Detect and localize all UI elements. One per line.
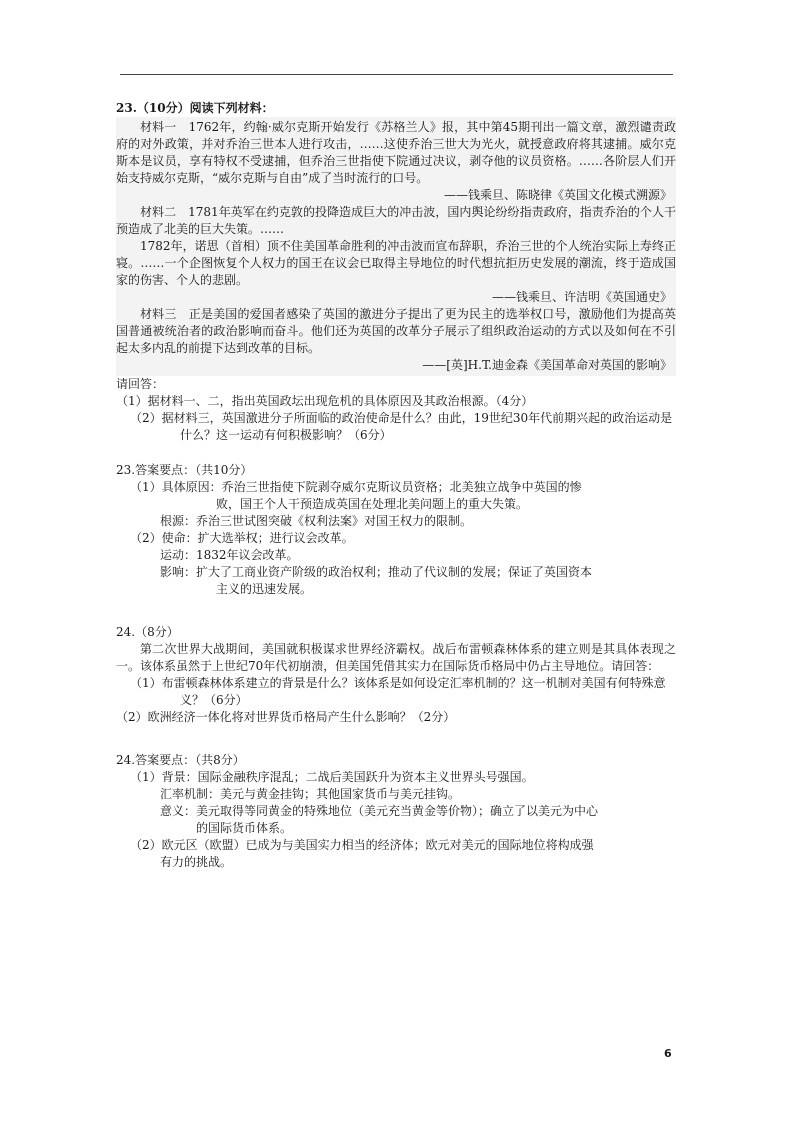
a23-line-1b: 败，国王个人干预造成英国在处理北美问题上的重大失策。: [216, 497, 529, 511]
question-24: [116, 624, 676, 726]
q23-material-2-source: ——钱乘旦、许洁明《英国通史》: [491, 290, 672, 304]
q23-material-2b: 1782年，诺思（首相）顶不住美国革命胜利的冲击波而宣布辞职，乔治三世的个人统治实际上寿终正寝。……一个企图恢复个人权力的国王在议会已取得主导地位的时代想抗拒历史发展的潮流，终于造成国家的伤害、个人的悲剧。: [116, 239, 676, 287]
a23-title: 23.答案要点：（共10分）: [116, 463, 253, 477]
q24-ask-2: （2）欧洲经济一体化将对世界货币格局产生什么影响？（2分）: [116, 710, 456, 724]
q23-material-3: 材料三 正是美国的爱国者感染了英国的激进分子提出了更为民主的选举权口号，激励他们为提高英国普通被统治者的政治影响而奋斗。他们还为英国的改革分子展示了组织政治运动的方式以及如何在不引起太多内乱的前提下达到改革的目标。: [116, 307, 676, 355]
a24-title: 24.答案要点：（共8分）: [116, 753, 245, 767]
a24-line-2: 汇率机制：美元与黄金挂钩；其他国家货币与美元挂钩。: [160, 787, 461, 801]
a23-line-2: 根源：乔治三世试图突破《权利法案》对国王权力的限制。: [160, 514, 473, 528]
a24-line-4: （2）欧元区（欧盟）已成为与美国实力相当的经济体；欧元对美元的国际地位将构成强: [130, 838, 594, 852]
q23-ask-2: （2）据材料三，英国激进分子所面临的政治使命是什么？由此，19世纪30年代前期兴起的政治运动是什么？这一运动有何积极影响？（6分）: [130, 411, 673, 442]
a24-line-1: （1）背景：国际金融秩序混乱；二战后美国跃升为资本主义世界头号强国。: [130, 770, 534, 784]
a23-line-4: 运动：1832年议会改革。: [160, 548, 299, 562]
q23-material-1: 材料一 1762年，约翰·威尔克斯开始发行《苏格兰人》报，其中第45期刊出一篇文章，激烈谴责政府的对外政策，并对乔治三世本人进行攻击，……这使乔治三世大为光火，就授意政府将其逮捕。威尔克斯本是议员，享有特权不受逮捕，但乔治三世指使下院通过决议，剥夺他的议员资格。……各阶层人们开始支持威尔克斯，“威尔克斯与自由”成了当时流行的口号。: [116, 120, 676, 185]
q23-header: 23.（10分）阅读下列材料：: [116, 101, 274, 115]
answer-24: [116, 752, 676, 871]
q24-ask-1: （1）布雷顿森林体系建立的背景是什么？该体系是如何设定汇率机制的？这一机制对美国有何特殊意义？（6分）: [130, 676, 666, 707]
a24-line-3: 意义：美元取得等同黄金的特殊地位（美元充当黄金等价物）；确立了以美元为中心: [160, 804, 599, 818]
q23-material-2a: 材料二 1781年英军在约克敦的投降造成巨大的冲击波，国内舆论纷纷指责政府，指责乔治的个人干预造成了北美的巨大失策。……: [116, 205, 676, 236]
question-23: [116, 100, 676, 444]
a23-line-5: 影响：扩大了工商业资产阶级的政治权利；推动了代议制的发展；保证了英国资本: [160, 565, 593, 579]
a23-line-5b: 主义的迅速发展。: [216, 582, 313, 596]
a23-line-1: （1）具体原因：乔治三世指使下院剥夺威尔克斯议员资格；北美独立战争中英国的惨: [130, 480, 582, 494]
q23-ask-1: （1）据材料一、二，指出英国政坛出现危机的具体原因及其政治根源。（4分）: [116, 394, 534, 408]
q23-material-1-source: ——钱乘旦、陈晓律《英国文化模式溯源》: [443, 188, 672, 202]
page-number: 6: [664, 1047, 672, 1060]
a24-line-4b: 有力的挑战。: [160, 855, 233, 869]
document-body: [116, 100, 676, 871]
q23-materials: [116, 117, 676, 376]
q24-header: 24.（8分）: [116, 625, 179, 639]
q24-body: 第二次世界大战期间，美国就积极谋求世界经济霸权。战后布雷顿森林体系的建立则是其具体表现之一。该体系虽然于上世纪70年代初崩溃，但美国凭借其实力在国际货币格局中仍占主导地位。请回答：: [116, 642, 676, 673]
header-rule: [120, 74, 673, 75]
a24-line-3b: 的国际货币体系。: [196, 821, 293, 835]
q23-ask: 请回答：: [116, 377, 165, 391]
q23-material-3-source: ——[英]H.T.迪金森《美国革命对英国的影响》: [422, 358, 672, 372]
answer-23: [116, 462, 676, 598]
a23-line-3: （2）使命：扩大选举权；进行议会改革。: [130, 531, 354, 545]
